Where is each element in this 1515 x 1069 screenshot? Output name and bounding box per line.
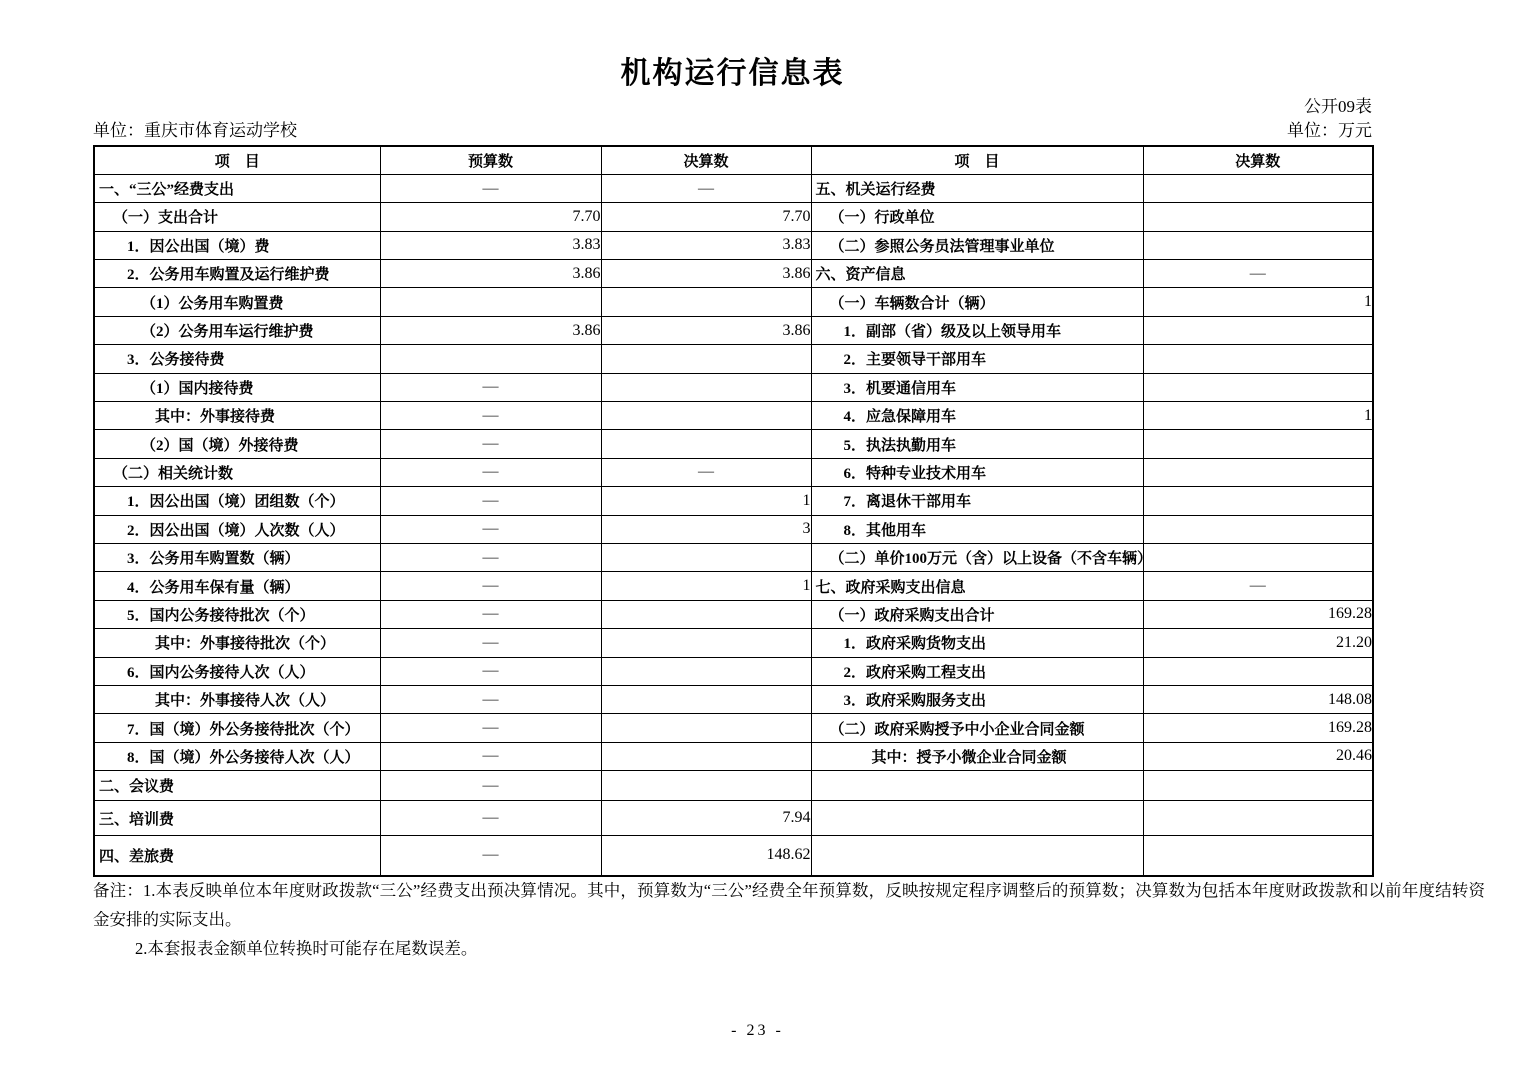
table-row — [94, 373, 1373, 401]
right-item-cell: （二）参照公务员法管理事业单位 — [811, 231, 1143, 259]
budget-value-cell: — — [380, 771, 601, 801]
right-final-value-cell: 169.28 — [1143, 600, 1373, 628]
right-final-value-cell: — — [1143, 260, 1373, 288]
table-row — [94, 836, 1373, 876]
table-row — [94, 801, 1373, 836]
right-item-cell: （一）行政单位 — [811, 203, 1143, 231]
table-row — [94, 572, 1373, 600]
right-final-value-cell — [1143, 836, 1373, 876]
table-body — [94, 174, 1373, 875]
col-header-item-left: 项 目 — [94, 146, 380, 174]
right-final-value-cell — [1143, 174, 1373, 202]
notes — [93, 876, 1485, 963]
left-item-cell: 1．因公出国（境）费 — [94, 231, 380, 259]
budget-value-cell: — — [380, 174, 601, 202]
table-row — [94, 231, 1373, 259]
right-item-cell — [811, 836, 1143, 876]
left-item-cell: 二、会议费 — [94, 771, 380, 801]
col-header-item-right: 项 目 — [811, 146, 1143, 174]
right-item-cell: 1．政府采购货物支出 — [811, 629, 1143, 657]
unit-currency: 单位：万元 — [1287, 121, 1372, 140]
final-value-cell: 3 — [601, 515, 811, 543]
final-value-cell — [601, 657, 811, 685]
right-item-cell: 4．应急保障用车 — [811, 402, 1143, 430]
table-row — [94, 515, 1373, 543]
fiscal-table — [93, 145, 1374, 877]
final-value-cell: 3.86 — [601, 260, 811, 288]
final-value-cell — [601, 402, 811, 430]
table-row — [94, 742, 1373, 770]
final-value-cell: 3.86 — [601, 316, 811, 344]
final-value-cell — [601, 629, 811, 657]
table-row — [94, 600, 1373, 628]
right-final-value-cell: 1 — [1143, 402, 1373, 430]
budget-value-cell: — — [380, 714, 601, 742]
right-item-cell: 2．政府采购工程支出 — [811, 657, 1143, 685]
left-item-cell: （二）相关统计数 — [94, 458, 380, 486]
final-value-cell — [601, 714, 811, 742]
budget-value-cell: — — [380, 657, 601, 685]
final-value-cell — [601, 685, 811, 713]
left-item-cell: 7．国（境）外公务接待批次（个） — [94, 714, 380, 742]
final-value-cell: 7.94 — [601, 801, 811, 836]
table-row — [94, 174, 1373, 202]
right-final-value-cell: 20.46 — [1143, 742, 1373, 770]
right-item-cell: 5．执法执勤用车 — [811, 430, 1143, 458]
right-item-cell: 6．特种专业技术用车 — [811, 458, 1143, 486]
unit-line — [93, 116, 1372, 141]
budget-value-cell: 3.86 — [380, 260, 601, 288]
right-item-cell: 7．离退休干部用车 — [811, 487, 1143, 515]
budget-value-cell: 7.70 — [380, 203, 601, 231]
right-final-value-cell — [1143, 345, 1373, 373]
left-item-cell: （1）国内接待费 — [94, 373, 380, 401]
left-item-cell: 2．公务用车购置及运行维护费 — [94, 260, 380, 288]
budget-value-cell — [380, 288, 601, 316]
table-row — [94, 260, 1373, 288]
table-row — [94, 543, 1373, 571]
final-value-cell — [601, 771, 811, 801]
right-final-value-cell: — — [1143, 572, 1373, 600]
note-1: 备注：1.本表反映单位本年度财政拨款“三公”经费支出预决算情况。其中，预算数为“三公”经费全年预算数，反映按规定程序调整后的预算数；决算数为包括本年度财政拨款和以前年度结转资金安排的实际支出。 — [93, 881, 1485, 929]
table-row — [94, 629, 1373, 657]
final-value-cell: 7.70 — [601, 203, 811, 231]
left-item-cell: 其中：外事接待费 — [94, 402, 380, 430]
left-item-cell: （一）支出合计 — [94, 203, 380, 231]
budget-value-cell: — — [380, 629, 601, 657]
final-value-cell — [601, 373, 811, 401]
table-row — [94, 345, 1373, 373]
final-value-cell — [601, 543, 811, 571]
final-value-cell — [601, 430, 811, 458]
right-final-value-cell — [1143, 373, 1373, 401]
right-final-value-cell — [1143, 657, 1373, 685]
right-item-cell: （二）政府采购授予中小企业合同金额 — [811, 714, 1143, 742]
col-header-final-left: 决算数 — [601, 146, 811, 174]
table-row — [94, 487, 1373, 515]
budget-value-cell: — — [380, 430, 601, 458]
right-final-value-cell: 169.28 — [1143, 714, 1373, 742]
left-item-cell: 四、差旅费 — [94, 836, 380, 876]
left-item-cell: 其中：外事接待批次（个） — [94, 629, 380, 657]
right-final-value-cell — [1143, 543, 1373, 571]
table-row — [94, 771, 1373, 801]
left-item-cell: 6．国内公务接待人次（人） — [94, 657, 380, 685]
right-final-value-cell — [1143, 430, 1373, 458]
budget-value-cell: — — [380, 458, 601, 486]
final-value-cell: 3.83 — [601, 231, 811, 259]
right-final-value-cell — [1143, 203, 1373, 231]
col-header-final-right: 决算数 — [1143, 146, 1373, 174]
left-item-cell: 5．国内公务接待批次（个） — [94, 600, 380, 628]
right-final-value-cell — [1143, 231, 1373, 259]
left-item-cell: 1．因公出国（境）团组数（个） — [94, 487, 380, 515]
budget-value-cell — [380, 345, 601, 373]
budget-value-cell: — — [380, 402, 601, 430]
right-final-value-cell — [1143, 316, 1373, 344]
page-number: - 23 - — [731, 1022, 784, 1039]
left-item-cell: 3．公务接待费 — [94, 345, 380, 373]
budget-value-cell: — — [380, 801, 601, 836]
right-final-value-cell: 1 — [1143, 288, 1373, 316]
budget-value-cell: — — [380, 572, 601, 600]
left-item-cell: （1）公务用车购置费 — [94, 288, 380, 316]
final-value-cell — [601, 345, 811, 373]
right-item-cell: 七、政府采购支出信息 — [811, 572, 1143, 600]
left-item-cell: 4．公务用车保有量（辆） — [94, 572, 380, 600]
right-item-cell: 五、机关运行经费 — [811, 174, 1143, 202]
page-title: 机构运行信息表 — [620, 57, 845, 90]
budget-value-cell: — — [380, 543, 601, 571]
right-item-cell — [811, 771, 1143, 801]
budget-value-cell: 3.86 — [380, 316, 601, 344]
left-item-cell: 8．国（境）外公务接待人次（人） — [94, 742, 380, 770]
left-item-cell: 3．公务用车购置数（辆） — [94, 543, 380, 571]
left-item-cell: 一、“三公”经费支出 — [94, 174, 380, 202]
table-row — [94, 288, 1373, 316]
table-code: 公开09表 — [1304, 97, 1372, 116]
right-final-value-cell — [1143, 458, 1373, 486]
right-final-value-cell: 148.08 — [1143, 685, 1373, 713]
col-header-budget: 预算数 — [380, 146, 601, 174]
left-item-cell: （2）国（境）外接待费 — [94, 430, 380, 458]
right-item-cell — [811, 801, 1143, 836]
right-item-cell: 2．主要领导干部用车 — [811, 345, 1143, 373]
left-item-cell: （2）公务用车运行维护费 — [94, 316, 380, 344]
budget-value-cell: — — [380, 373, 601, 401]
budget-value-cell: — — [380, 742, 601, 770]
table-row — [94, 657, 1373, 685]
final-value-cell: 148.62 — [601, 836, 811, 876]
table-row — [94, 203, 1373, 231]
final-value-cell: 1 — [601, 487, 811, 515]
budget-value-cell: — — [380, 600, 601, 628]
left-item-cell: 其中：外事接待人次（人） — [94, 685, 380, 713]
note-2: 2.本套报表金额单位转换时可能存在尾数误差。 — [135, 939, 478, 958]
right-item-cell: 3．政府采购服务支出 — [811, 685, 1143, 713]
right-item-cell: （一）政府采购支出合计 — [811, 600, 1143, 628]
unit-name: 单位：重庆市体育运动学校 — [93, 121, 297, 140]
right-item-cell: 其中：授予小微企业合同金额 — [811, 742, 1143, 770]
final-value-cell: 1 — [601, 572, 811, 600]
table-header-row — [94, 146, 1373, 174]
left-item-cell: 三、培训费 — [94, 801, 380, 836]
table-row — [94, 685, 1373, 713]
right-final-value-cell — [1143, 487, 1373, 515]
right-item-cell: 1．副部（省）级及以上领导用车 — [811, 316, 1143, 344]
final-value-cell — [601, 288, 811, 316]
table-row — [94, 430, 1373, 458]
budget-value-cell: 3.83 — [380, 231, 601, 259]
right-item-cell: （二）单价100万元（含）以上设备（不含车辆） — [811, 543, 1143, 571]
right-item-cell: 8．其他用车 — [811, 515, 1143, 543]
budget-value-cell: — — [380, 685, 601, 713]
right-item-cell: （一）车辆数合计（辆） — [811, 288, 1143, 316]
right-final-value-cell — [1143, 771, 1373, 801]
final-value-cell — [601, 600, 811, 628]
budget-value-cell: — — [380, 487, 601, 515]
right-final-value-cell — [1143, 801, 1373, 836]
table-row — [94, 402, 1373, 430]
budget-value-cell: — — [380, 515, 601, 543]
budget-value-cell: — — [380, 836, 601, 876]
final-value-cell: — — [601, 458, 811, 486]
table-row — [94, 458, 1373, 486]
final-value-cell — [601, 742, 811, 770]
table-row — [94, 316, 1373, 344]
right-item-cell: 六、资产信息 — [811, 260, 1143, 288]
final-value-cell: — — [601, 174, 811, 202]
left-item-cell: 2．因公出国（境）人次数（人） — [94, 515, 380, 543]
right-final-value-cell — [1143, 515, 1373, 543]
table-row — [94, 714, 1373, 742]
right-final-value-cell: 21.20 — [1143, 629, 1373, 657]
right-item-cell: 3．机要通信用车 — [811, 373, 1143, 401]
